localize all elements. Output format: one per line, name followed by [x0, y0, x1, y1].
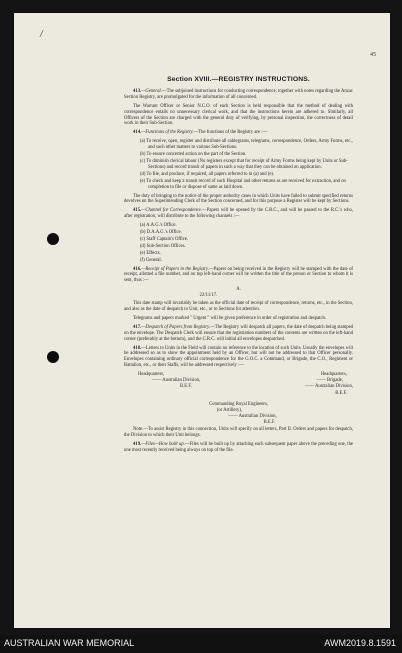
list-item: (b) To ensure concerted action on the part of the Section. [140, 152, 247, 158]
channels-list [140, 223, 353, 263]
document-page [14, 13, 390, 628]
pencil-tick-mark: / [40, 29, 43, 40]
list-item: (a) To receive, open, register and distribute all cablegrams, telegrams, correspondence, Orders, Army Forms, etc., and such other matters to various Sub-Sections. [140, 139, 353, 151]
address-cre-line-3: —— Australian Division, [228, 413, 277, 419]
section-title: Section XVIII.—REGISTRY INSTRUCTIONS. [167, 76, 310, 83]
paragraph-416-urgent: Telegrams and papers marked " Urgent " will be given preference in order of registration and despatch. [133, 315, 327, 321]
list-item: (b) D.A.A.G.'s Office. [140, 230, 182, 236]
paragraph-415: 415.—Channel for Correspondence.—Papers will be opened by the C.R.C., and will be passed to the R.C.'s who, after registration, will distribute to the following channels :— [124, 208, 353, 220]
list-item: (c) To diminish clerical labour (No registers except that for receipt of Army Forms being kept by Units or Sub-Sections) and record transit of papers in such a way that they can be obtained on application. [140, 158, 348, 170]
paragraph-414-continued: The duty of bringing to the notice of the proper authority cases in which Units have failed to submit specified returns devolves on the Superintending Clerk of the Section concerned, and for this purpose a Register will be kept by Sections. [124, 193, 353, 205]
footer-bar [0, 635, 402, 653]
address-bef-right: B.E.F. [335, 390, 347, 396]
address-brigade-right: —— Brigade, [316, 378, 343, 384]
paragraph-417: 417.—Despatch of Papers from Registry.—The Registry will despatch all papers, the date of despatch being stamped on the envelope. The Despatch Clerk will ensure that the registration numbers of the contents are written on the left-hand corner (preferably at the bottom), and the C.R.C. will initial all envelopes despatched. [124, 324, 354, 342]
paragraph-418: 418.—Letters to Units in the Field will contain no reference to the location of such Units. Usually the envelopes will be addressed so as to show the appointment held by an Officer, but will not be addressed to that Officer personally. Envelopes containing ordinary official correspondence for the G.O.C. a Command, or Brigade, the C.O., Regiment or Battalion, etc., or their Staffs, will be addressed respectively :— [124, 345, 353, 369]
address-cre-line-4: B.E.F. [263, 419, 276, 425]
paragraph-419: 419.—Files—How built up.—Files will be built up by attaching each subsequent paper above the preceding one, the one most recently received being always on top of the file. [124, 442, 353, 454]
address-division-right: —— Australian Division, [304, 383, 353, 389]
punch-hole-bottom [47, 351, 59, 363]
address-cre-line-1: Commanding Royal Engineers, [209, 401, 268, 407]
list-item: (f) General. [140, 257, 162, 263]
address-hq-right: Headquarters, [320, 372, 347, 378]
registry-functions-list [140, 139, 353, 190]
footer-accession-number: AWM2019.8.1591 [324, 638, 396, 648]
stamp-letter: A. [236, 287, 241, 293]
list-item: (e) To check and keep a transit record of such Hospital and other returns as are received for extraction, and on completion to file or dispose of same as laid down. [140, 178, 346, 190]
note-paragraph: Note.—To assist Registry in this connection, Units will specify on all letters, Part II. Orders and papers for despatch, the Division to which their Unit belongs. [124, 427, 353, 439]
address-cre-line-2: (or Artillery), [216, 407, 243, 413]
punch-hole-top [47, 233, 59, 245]
address-examples [124, 372, 353, 425]
stamp-example [124, 287, 353, 299]
list-item: (d) Sub-Section Offices. [140, 243, 186, 249]
paragraph-414: 414.—Functions of the Registry.—The functions of the Registry are :— [133, 130, 268, 136]
list-item: (d) To file, and produce, if required, all papers referred to in (a) and (e). [140, 171, 275, 177]
list-item: (e) Effects. [140, 250, 161, 256]
list-item: (c) Staff Captain's Office. [140, 236, 189, 242]
address-bef-left: B.E.F. [180, 383, 192, 389]
paragraph-416: 416.—Receipt of Papers in the Registry.—Papers on being received in the Registry will be stamped with the date of receipt, allotted a file number, and on top left-hand corner will be written the title of the person or Section to whom it is sent, thus :— [124, 266, 353, 284]
document-body [124, 69, 353, 457]
stamp-date: 22/11/17. [199, 293, 218, 299]
paragraph-416-continued: This date stamp will invariably be taken as the official date of receipt of correspondence, returns, etc., in the Section, and also as the date of despatch to Unit, etc., or to Sections for attention. [124, 301, 353, 312]
paragraph-413-continued: The Warrant Officer or Senior N.C.O. of each Section is held responsible that the method of dealing with correspondence entails no unnecessary clerical work, and that the instructions herein are adhered to. Similarly, all Officers of the Section are charged with the general duty of verifying, by personal inspection, the correctness of detail work in their Sub-Section. [124, 103, 353, 127]
list-item: (a) A.A.G.'s Office. [140, 223, 177, 229]
page-number: 45 [370, 52, 376, 58]
footer-institution: AUSTRALIAN WAR MEMORIAL [4, 638, 135, 648]
address-division-left: —— Australian Division, [152, 378, 201, 384]
paragraph-413: 413.—General.—The subjoined instructions for conducting correspondence, together with notes regarding the Anzac Section Registry, are promulgated for the information of all concerned. [124, 88, 353, 100]
address-hq-left: Headquarters, [138, 372, 165, 378]
